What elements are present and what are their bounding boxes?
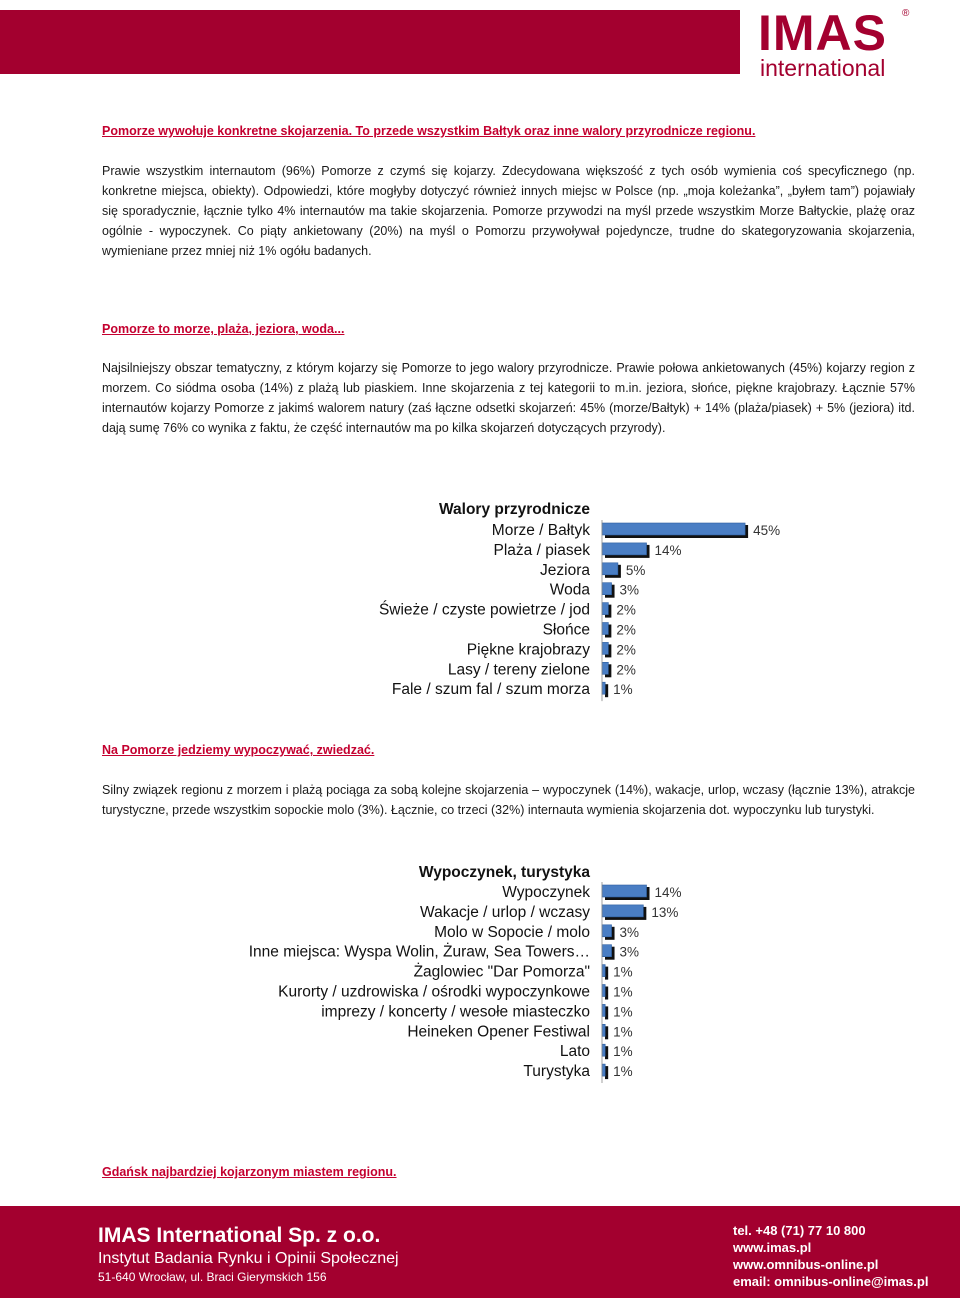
data-label: 1% [613, 1004, 633, 1020]
data-label: 1% [613, 1024, 633, 1040]
bar [602, 905, 643, 917]
category-label: Fale / szum fal / szum morza [391, 681, 590, 699]
bar [602, 543, 647, 555]
chart-leisure-plot [200, 882, 760, 1087]
bar [602, 1004, 605, 1016]
chart-nature-title: Walory przyrodnicze [438, 501, 590, 518]
bar [602, 1044, 605, 1056]
logo-registered-mark: ® [902, 8, 910, 19]
data-label: 2% [616, 622, 636, 638]
bar [602, 523, 745, 535]
chart-nature-plot [200, 520, 781, 720]
category-label: Jeziora [540, 561, 590, 579]
category-label: Lato [559, 1043, 590, 1061]
data-label: 3% [619, 582, 640, 598]
data-label: 2% [616, 662, 636, 678]
bar [602, 1064, 605, 1076]
chart-leisure [200, 862, 760, 1084]
category-label: Turystyka [523, 1063, 590, 1081]
category-label: Wakacje / urlop / wczasy [420, 903, 590, 921]
logo-brand: IMAS [758, 5, 887, 61]
category-label: Molo w Sopocie / molo [434, 923, 590, 941]
category-label: Kurorty / uzdrowiska / ośrodki wypoczynkowe [278, 983, 590, 1001]
chart-leisure-title: Wypoczynek, turystyka [418, 864, 590, 881]
bar [602, 945, 612, 957]
section1-text: Prawie wszystkim internautom (96%) Pomorze z czymś się kojarzy. Zdecydowana większość z tych osób wymienia coś specyficznego (np. konkretne miejsca, obiekty). Odpowiedzi, które mogłyby dotyczyć również innych miejsc w Polsce (np. „moja koleżanka”, „byłem tam”) pojawiały się sporadycznie, łącznie tylko 4% internautów ma takie skojarzenia. Pomorze przywodzi na myśl przede wszystkim Morze Bałtyckie, plażę oraz ogólnie - wypoczynek. Co piąty ankietowany (20%) na myśl o Pomorzu przywoływał pojedyncze, trudne do skategoryzowania skojarzenia, wymieniane przez mniej niż 1% ogółu badanych. [102, 164, 915, 258]
bar [602, 682, 605, 694]
footer [0, 1206, 960, 1298]
bar [602, 965, 605, 977]
section2-heading: Pomorze to morze, plaża, jeziora, woda... [102, 322, 345, 336]
bar [602, 925, 612, 937]
bar [602, 583, 612, 595]
footer-institute: Instytut Badania Rynku i Opinii Społecznej [98, 1250, 399, 1267]
header-bar [0, 10, 740, 74]
section4-heading: Gdańsk najbardziej kojarzonym miastem regionu. [102, 1165, 397, 1179]
footer-web-imas[interactable]: www.imas.pl [733, 1240, 812, 1255]
chart-nature [200, 500, 781, 710]
category-label: Woda [549, 581, 590, 599]
section1-heading: Pomorze wywołuje konkretne skojarzenia. To przede wszystkim Bałtyk oraz inne walory przyrodnicze regionu. [102, 124, 756, 138]
data-label: 5% [625, 562, 646, 578]
bar [602, 603, 608, 615]
data-label: 2% [616, 642, 636, 658]
data-label: 14% [654, 542, 682, 558]
section3-heading: Na Pomorze jedziemy wypoczywać, zwiedzać. [102, 743, 375, 757]
data-label: 1% [613, 1064, 633, 1080]
category-label: imprezy / koncerty / wesołe miasteczko [321, 1003, 590, 1021]
category-label: Wypoczynek [502, 884, 590, 901]
data-label: 13% [651, 904, 679, 920]
category-label: Morze / Bałtyk [491, 522, 590, 539]
footer-web-omnibus[interactable]: www.omnibus-online.pl [733, 1257, 879, 1272]
category-label: Świeże / czyste powietrze / jod [378, 601, 590, 619]
data-label: 45% [753, 523, 781, 538]
footer-company: IMAS International Sp. z o.o. [98, 1224, 381, 1247]
bar [602, 642, 608, 654]
footer-email[interactable]: email: omnibus-online@imas.pl [733, 1274, 929, 1289]
category-label: Piękne krajobrazy [466, 641, 590, 659]
category-label: Żaglowiec "Dar Pomorza" [413, 963, 590, 981]
bar [602, 985, 605, 997]
bar [602, 1024, 605, 1036]
data-label: 1% [613, 682, 633, 698]
category-label: Inne miejsca: Wyspa Wolin, Żuraw, Sea Towers… [248, 943, 590, 961]
data-label: 1% [613, 1044, 633, 1060]
data-label: 2% [616, 602, 636, 618]
section2-text: Najsilniejszy obszar tematyczny, z którym kojarzy się Pomorze to jego walory przyrodnicze. Prawie połowa ankietowanych (45%) kojarzy region z morzem. Co siódma osoba (14%) z plażą lub piaskiem. Inne skojarzenia z tej kategorii to m.in. jeziora, słońce, piękne krajobrazy. Łącznie 57% internautów kojarzy Pomorze z jakimś walorem natury (zaś łączne odsetki skojarzeń: 45% (morze/Bałtyk) + 14% (plaża/piasek) + 5% (jeziora) itd. dają sumę 76% co wynika z faktu, że część internautów ma po kilka skojarzeń dotyczących przyrody). [102, 361, 915, 435]
bar [602, 623, 608, 635]
category-label: Słońce [542, 621, 590, 639]
bar [602, 563, 618, 575]
bar [602, 885, 647, 897]
data-label: 1% [613, 984, 633, 1000]
section3-text: Silny związek regionu z morzem i plażą pociąga za sobą kolejne skojarzenia – wypoczynek (14%), wakacje, urlop, wczasy (łącznie 13%), atrakcje turystyczne, przede wszystkim sopockie molo (3%). Łącznie, co trzeci (32%) internauta wymienia skojarzenia dot. wypoczynku lub turystyki. [102, 783, 915, 817]
data-label: 14% [654, 885, 682, 900]
logo-subtitle: international [760, 55, 886, 81]
footer-address: 51-640 Wrocław, ul. Braci Gierymskich 156 [98, 1270, 327, 1284]
data-label: 3% [619, 944, 640, 960]
footer-phone: tel. +48 (71) 77 10 800 [733, 1223, 866, 1238]
bar [602, 662, 608, 674]
data-label: 3% [619, 924, 640, 940]
data-label: 1% [613, 964, 633, 980]
category-label: Plaża / piasek [493, 541, 590, 559]
category-label: Lasy / tereny zielone [447, 661, 590, 679]
imas-logo [752, 6, 952, 82]
category-label: Heineken Opener Festiwal [407, 1023, 590, 1041]
